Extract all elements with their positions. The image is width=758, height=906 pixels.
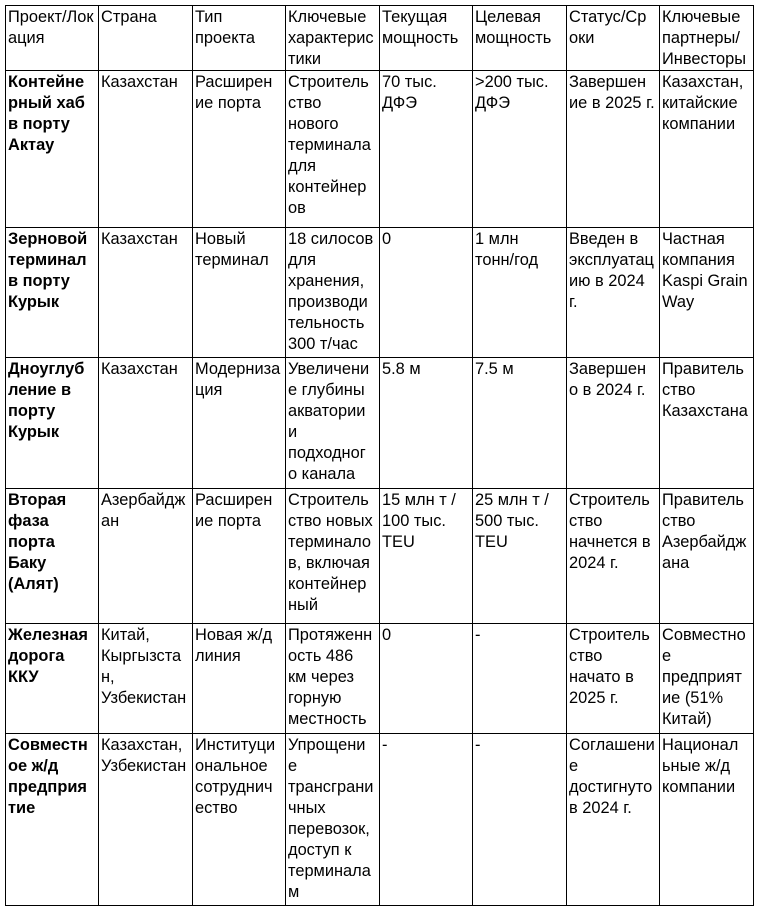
partners-cell: Национал ьные ж/д компании <box>660 734 754 906</box>
status-cell: Завершен ие в 2025 г. <box>567 71 660 228</box>
key-features-cell: 18 силосов для хранения, производи тельность 300 т/час <box>286 228 380 358</box>
country-cell: Казахстан <box>99 358 193 489</box>
header-current-capacity: Текущая мощность <box>380 6 473 71</box>
key-features-cell: Строитель ство нового терминала для контейнер ов <box>286 71 380 228</box>
partners-cell: Казахстан, китайские компании <box>660 71 754 228</box>
project-name-cell: Контейне рный хаб в порту Актау <box>6 71 99 228</box>
target-capacity-cell: - <box>473 734 567 906</box>
table-row <box>6 358 754 489</box>
current-capacity-cell: 70 тыс. ДФЭ <box>380 71 473 228</box>
current-capacity-cell: - <box>380 734 473 906</box>
partners-cell: Правитель ство Казахстана <box>660 358 754 489</box>
current-capacity-cell: 15 млн т / 100 тыс. TEU <box>380 489 473 624</box>
status-cell: Завершен о в 2024 г. <box>567 358 660 489</box>
projects-table <box>5 5 754 906</box>
target-capacity-cell: - <box>473 624 567 734</box>
header-status-timeline: Статус/Ср оки <box>567 6 660 71</box>
project-name-cell: Вторая фаза порта Баку (Алят) <box>6 489 99 624</box>
project-name-cell: Дноуглуб ление в порту Курык <box>6 358 99 489</box>
project-name-cell: Железная дорога ККУ <box>6 624 99 734</box>
page-top-edge <box>0 0 758 5</box>
header-partners-investors: Ключевые партнеры/ Инвесторы <box>660 6 754 71</box>
country-cell: Азербайдж ан <box>99 489 193 624</box>
status-cell: Строитель ство начато в 2025 г. <box>567 624 660 734</box>
key-features-cell: Строитель ство новых терминало в, включая контейнер ный <box>286 489 380 624</box>
project-type-cell: Расширен ие порта <box>193 489 286 624</box>
key-features-cell: Увеличени е глубины акватории и подходног о канала <box>286 358 380 489</box>
partners-cell: Частная компания Kaspi Grain Way <box>660 228 754 358</box>
target-capacity-cell: 7.5 м <box>473 358 567 489</box>
key-features-cell: Протяженн ость 486 км через горную местность <box>286 624 380 734</box>
project-type-cell: Институци ональное сотруднич ество <box>193 734 286 906</box>
header-project-type: Тип проекта <box>193 6 286 71</box>
table-row <box>6 71 754 228</box>
country-cell: Китай, Кыргызста н, Узбекистан <box>99 624 193 734</box>
country-cell: Казахстан <box>99 228 193 358</box>
table-row <box>6 489 754 624</box>
table-row <box>6 734 754 906</box>
status-cell: Строитель ство начнется в 2024 г. <box>567 489 660 624</box>
status-cell: Введен в эксплуатац ию в 2024 г. <box>567 228 660 358</box>
target-capacity-cell: 1 млн тонн/год <box>473 228 567 358</box>
target-capacity-cell: >200 тыс. ДФЭ <box>473 71 567 228</box>
project-name-cell: Зерновой терминал в порту Курык <box>6 228 99 358</box>
project-type-cell: Новая ж/д линия <box>193 624 286 734</box>
header-row <box>6 6 754 71</box>
current-capacity-cell: 0 <box>380 624 473 734</box>
header-country: Страна <box>99 6 193 71</box>
project-type-cell: Новый терминал <box>193 228 286 358</box>
key-features-cell: Упрощени е трансграни чных перевозок, доступ к терминала м <box>286 734 380 906</box>
current-capacity-cell: 0 <box>380 228 473 358</box>
status-cell: Соглашени е достигнуто в 2024 г. <box>567 734 660 906</box>
header-project-location: Проект/Лок ация <box>6 6 99 71</box>
target-capacity-cell: 25 млн т / 500 тыс. TEU <box>473 489 567 624</box>
partners-cell: Правитель ство Азербайдж ана <box>660 489 754 624</box>
header-target-capacity: Целевая мощность <box>473 6 567 71</box>
current-capacity-cell: 5.8 м <box>380 358 473 489</box>
project-name-cell: Совместн ое ж/д предприя тие <box>6 734 99 906</box>
header-key-features: Ключевые характерис тики <box>286 6 380 71</box>
country-cell: Казахстан, Узбекистан <box>99 734 193 906</box>
document-sheet <box>5 5 754 906</box>
country-cell: Казахстан <box>99 71 193 228</box>
project-type-cell: Расширен ие порта <box>193 71 286 228</box>
project-type-cell: Модерниза ция <box>193 358 286 489</box>
table-row <box>6 228 754 358</box>
partners-cell: Совместно е предприят ие (51% Китай) <box>660 624 754 734</box>
table-row <box>6 624 754 734</box>
